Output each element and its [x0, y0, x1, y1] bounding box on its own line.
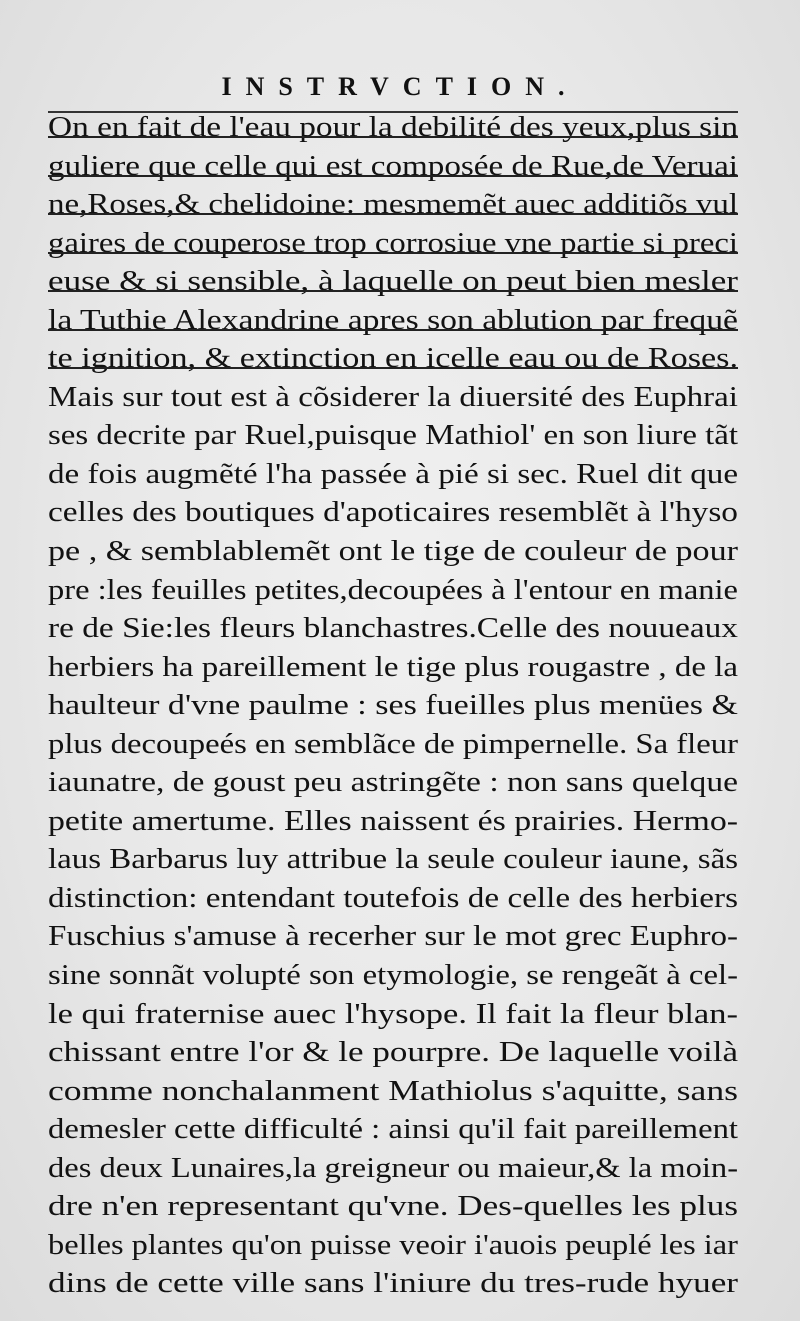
text-line: herbiers ha pareillement le tige plus rougastre , de la	[48, 650, 738, 683]
text-line: haulteur d'vne paulme : ses fueilles plus menües &	[48, 689, 738, 722]
text-line: dre n'en representant qu'vne. Des-quelles les plus	[48, 1190, 738, 1223]
text-line: Mais sur tout est à cõsiderer la diuersité des Euphrai	[48, 380, 738, 413]
text-line: de fois augmẽté l'ha passée à pié si sec. Ruel dit que	[48, 457, 739, 490]
text-line: Fuschius s'amuse à recerher sur le mot grec Euphro-	[48, 920, 738, 953]
text-line: ne,Roses,& chelidoine: mesmemẽt auec additiõs vul	[48, 185, 738, 224]
text-line: comme nonchalanment Mathiolus s'aquitte, sans	[48, 1074, 738, 1107]
text-line: distinction: entendant toutefois de celle des herbiers	[48, 881, 739, 914]
text-line: guliere que celle qui est composée de Rue,de Veruai	[48, 147, 738, 186]
running-header: INSTRVCTION.	[221, 72, 579, 101]
text-line: chissant entre l'or & le pourpre. De laquelle voilà	[48, 1036, 739, 1069]
text-line: celles des boutiques d'apoticaires resemblẽt à l'hyso	[48, 496, 738, 529]
text-line: pre :les feuilles petites,decoupées à l'entour en manie	[48, 573, 738, 606]
text-line: petite amertume. Elles naissent és prairies. Hermo-	[48, 804, 739, 837]
text-line: pe , & semblablemẽt ont le tige de couleur de pour	[48, 535, 738, 568]
text-line: plus decoupeés en semblãce de pimpernelle. Sa fleur	[48, 727, 739, 760]
text-line: laus Barbarus luy attribue la seule couleur iaune, sãs	[48, 843, 739, 876]
text-line: te ignition, & extinction en icelle eau ou de Roses.	[48, 339, 738, 378]
text-line: le qui fraternise auec l'hysope. Il fait la fleur blan-	[48, 997, 738, 1030]
text-line: euse & si sensible, à laquelle on peut bien mesler	[48, 262, 738, 301]
text-line: On en fait de l'eau pour la debilité des yeux,plus sin	[48, 108, 738, 147]
text-line: des deux Lunaires,la greigneur ou maieur,& la moin-	[48, 1151, 739, 1184]
text-line: iaunatre, de goust peu astringẽte : non sans quelque	[48, 766, 738, 799]
body-text	[48, 108, 738, 1303]
text-line: dins de cette ville sans l'iniure du tres-rude hyuer	[48, 1267, 739, 1300]
text-line: ses decrite par Ruel,puisque Mathiol' en son liure tãt	[48, 419, 739, 452]
text-line: belles plantes qu'on puisse veoir i'auois peuplé les iar	[48, 1228, 738, 1261]
text-line: gaires de couperose trop corrosiue vne partie si preci	[48, 224, 738, 263]
text-line: sine sonnãt volupté son etymologie, se rengeãt à cel-	[48, 959, 738, 992]
text-line: la Tuthie Alexandrine apres son ablution par frequẽ	[48, 301, 738, 340]
text-line: re de Sie:les fleurs blanchastres.Celle des nouueaux	[48, 612, 738, 645]
text-line: demesler cette difficulté : ainsi qu'il fait pareillement	[48, 1113, 738, 1146]
